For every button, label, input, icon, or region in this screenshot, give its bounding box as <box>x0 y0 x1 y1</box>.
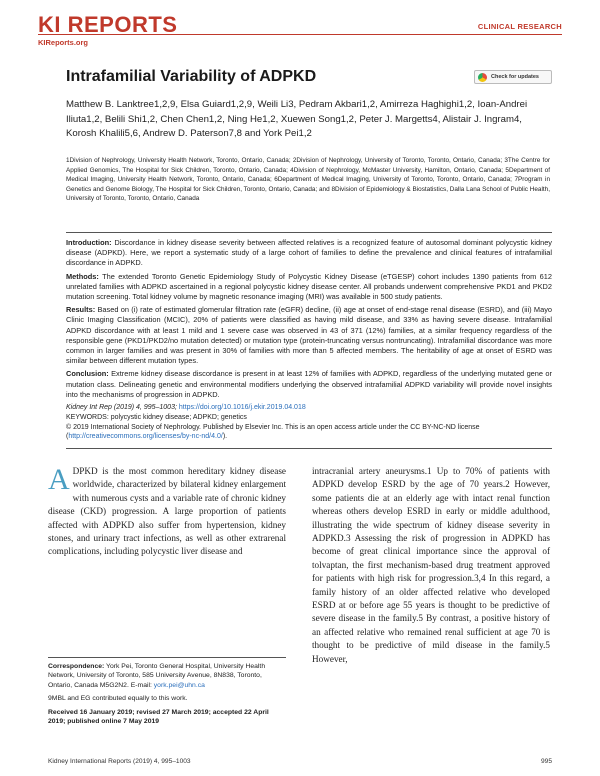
affiliations: 1Division of Nephrology, University Health Network, Toronto, Ontario, Canada; 2Division of Nephrology, University of Toronto, Toronto, Ontario, Canada; 3The Centre for Applied Genomics, The Hospital for Sick Children, Toronto, Ontario, Canada; 4Division of Nephrology, McMaster University, Hamilton, Ontario, Canada; 5Department of Medical Imaging, University Health Network, Toronto, Ontario, Canada; 6Department of Medical Imaging, University of Toronto, Toronto, Ontario, Canada; 7Program in Genetics and Genome Biology, The Hospital for Sick Children, Toronto, Ontario, Canada; and 8Division of Epidemiology & Biostatistics, Dalla Lana School of Public Health, University of Toronto, Toronto, Ontario, Canada <box>66 157 550 203</box>
intro-text: Discordance in kidney disease severity between affected relatives is a recognized feature of autosomal dominant polycystic kidney disease (ADPKD). Here, we report a systematic study of a large cohort of families to define the prevalence and clinical features of intrafamilial discordance in ADPKD. <box>66 238 552 268</box>
page-number: 995 <box>540 758 552 765</box>
methods-label: Methods: <box>66 271 99 281</box>
logo-reports: REPORTS <box>67 12 178 37</box>
abstract-box <box>66 232 552 449</box>
methods-text: The extended Toronto Genetic Epidemiology Study of Polycystic Kidney Disease (eTGESP) cohort includes 1390 patients from 612 unrelated families with ADPKD ascertained in a regional polycystic kidney disease center. All probands underwent comprehensive PKD1 and PKD2 mutation screening. Total kidney volume by magnetic resonance imaging (MRI) was available in 500 study patients. <box>66 271 552 302</box>
footer-journal: Kidney International Reports (2019) 4, 995–1003 <box>48 758 191 765</box>
received-dates: Received 16 January 2019; revised 27 March 2019; accepted 22 April 2019; published online 7 May 2019 <box>48 708 269 726</box>
header-rule <box>38 34 562 35</box>
results-text: Based on (i) rate of estimated glomerular filtration rate (eGFR) decline, (ii) age at onset of end-stage renal disease (ESRD), and (iii) Mayo Clinic Imaging Classification (MCIC), 20% of patients were classified as having mild disease, and 33% as having severe disease. Intrafamilial ADPKD discordance with at least 1 mild and 1 severe case was observed in 43 of 371 (12%) families, at a similar frequency regardless of the responsible gene (PKD1/PKD2/no mutation detected) or mutation type (protein-truncating versus nontruncating). Intrafamilial discordance was more common in larger families and was present in 30% of families with more than 5 affected members. The heritability of age at onset of ESRD was similar between different mutation types. <box>66 305 552 366</box>
update-badge-icon <box>478 73 487 82</box>
copyright-end: ). <box>222 433 228 441</box>
correspondence-box <box>48 657 286 726</box>
drop-cap: A <box>48 463 70 496</box>
body-column-right <box>312 465 550 666</box>
copyright-line <box>66 423 552 443</box>
intro-label: Introduction: <box>66 238 112 247</box>
abstract-methods <box>66 272 552 303</box>
body-column-left <box>48 465 286 559</box>
doi-link[interactable]: https://doi.org/10.1016/j.ekir.2019.04.018 <box>178 404 306 412</box>
citation-text: Kidney Int Rep (2019) 4, 995–1003; <box>66 404 179 412</box>
conclusion-label: Conclusion: <box>66 369 109 379</box>
correspondence-line <box>48 662 286 690</box>
results-label: Results: <box>66 305 96 315</box>
logo-ki: KI <box>38 12 61 37</box>
journal-logo[interactable] <box>38 14 177 36</box>
email-link[interactable]: york.pei@uhn.ca <box>153 681 205 689</box>
journal-header <box>38 14 562 48</box>
license-link[interactable]: http://creativecommons.org/licenses/by-nc-nd/4.0/ <box>68 433 223 441</box>
abstract-introduction <box>66 238 552 269</box>
correspondence-label: Correspondence: <box>48 663 105 670</box>
equal-contribution-note: 9MBL and EG contributed equally to this work. <box>48 695 188 703</box>
check-updates-label: Check for updates <box>491 74 539 80</box>
body-text-left: DPKD is the most common hereditary kidney disease worldwide, characterized by bilateral kidney enlargement with numerous cysts and a variable rate of chronic kidney disease (CKD) progression. A large proportion of patients affected with ADPKD also suffer from hypertension, kidney stones, and urinary tract infections, as well as other extrarenal complications, including polycystic liver disease and <box>48 466 286 557</box>
copyright-text: © 2019 International Society of Nephrology. Published by Elsevier Inc. This is an open access article under the CC BY-NC-ND license ( <box>66 423 480 441</box>
citation-line <box>66 403 552 413</box>
article-title: Intrafamilial Variability of ADPKD <box>66 68 317 85</box>
body-text-right: intracranial artery aneurysms.1 Up to 70% of patients with ADPKD develop ESRD by the age of 70 years.2 However, some patients die at an elderly age with intact renal function whereas others develop ESRD in early or middle adulthood, illustrating the wide spectrum of kidney disease severity in ADPKD.3 Assessing the risk of progression in ADPKD has become of great clinical importance since the approval of tolvaptan, the first mechanism-based drug treatment approved for patients with high risk for progression.3,4 In this regard, a family history of an older affected relative who developed ESRD at or before age 55 years is thought to be predictive of severe disease in the family.5 By contrast, a positive history of an affected relative who remained renal sufficient at age 70 is thought to be predictive of mild disease in the family.5 However, <box>312 466 550 664</box>
abstract-results <box>66 305 552 366</box>
check-for-updates-button[interactable] <box>474 70 552 84</box>
abstract-conclusion <box>66 369 552 400</box>
conclusion-text: Extreme kidney disease discordance is present in at least 12% of families with ADPKD, regardless of the underlying mutated gene or mutation class. Delineating genetic and environmental modifiers underlying the observed intrafamilial ADPKD variability will provide novel insights into the mechanisms of progression in ADPKD. <box>66 369 552 399</box>
section-label: CLINICAL RESEARCH <box>477 22 562 31</box>
author-list: Matthew B. Lanktree1,2,9, Elsa Guiard1,2,9, Weili Li3, Pedram Akbari1,2, Amirreza Haghighi1,2, Ioan-Andrei Iliuta1,2, Belili Shi1,2, Chen Chen1,2, Ning He1,2, Xuewen Song1,2, Peter J. Margetts4, Alistair J. Ingram4, Korosh Khalili5,6, Andrew D. Paterson7,8 and York Pei1,2 <box>66 99 528 139</box>
keywords: KEYWORDS: polycystic kidney disease; ADPKD; genetics <box>66 413 247 421</box>
journal-site-link[interactable]: KIReports.org <box>38 38 89 47</box>
correspondence-text: York Pei, Toronto General Hospital, University Health Network, University of Toronto, 585 University Avenue, 8N838, Toronto, Ontario, Canada M5G2N2. E-mail: <box>48 663 266 689</box>
